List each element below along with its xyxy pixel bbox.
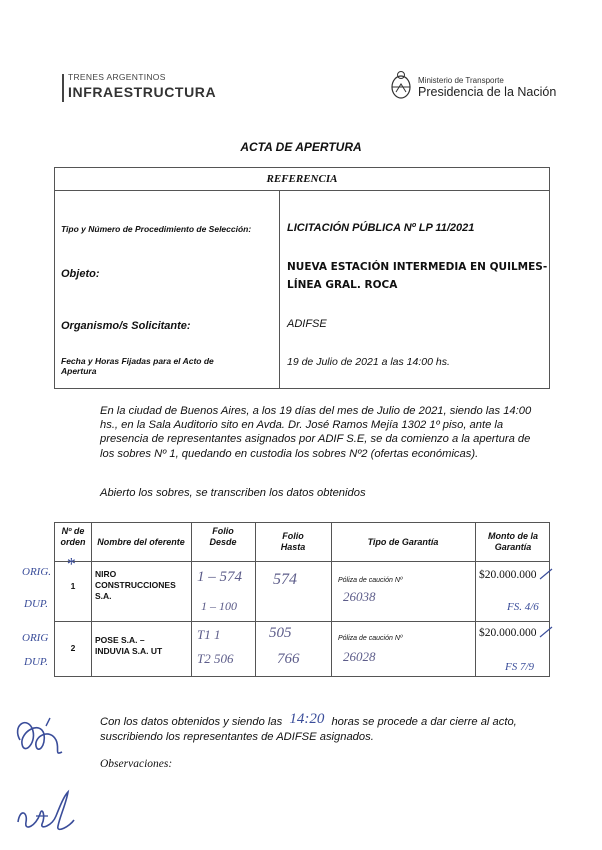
reference-heading: REFERENCIA [266, 173, 338, 185]
logo-bar [62, 74, 64, 102]
bidder-line: NIRO [95, 569, 117, 579]
signature-2 [12, 786, 92, 836]
intro-paragraph [100, 404, 550, 461]
ministry-name: Ministerio de Transporte [418, 76, 504, 85]
divider [279, 190, 280, 388]
date-label-line2: Apertura [61, 366, 97, 376]
row2-folio-to-hand: 505 [269, 625, 292, 641]
margin-note-row1-dup: DUP. [24, 598, 48, 610]
header-text: Monto de la [488, 531, 538, 541]
signature-1 [10, 706, 72, 766]
object-value-line1: NUEVA ESTACIÓN INTERMEDIA EN QUILMES- [287, 261, 548, 273]
header-guarantee: Tipo de Garantía [367, 537, 439, 547]
check-mark-icon [539, 567, 553, 581]
row2-bidder [95, 635, 162, 657]
bidder-line: S.A. [95, 591, 112, 601]
intro-line: los sobres Nº 1, quedando en custodia los sobres Nº2 (ofertas económicas). [100, 447, 479, 460]
row1-amount: $20.000.000 [479, 569, 537, 581]
header-text: Folio [282, 531, 304, 541]
object-label: Objeto: [61, 268, 100, 280]
bidder-line: CONSTRUCCIONES [95, 580, 176, 590]
header-text: Folio [212, 526, 234, 536]
bidder-line: POSE S.A. – [95, 635, 145, 645]
requester-value: ADIFSE [287, 318, 327, 330]
header-amount [475, 531, 551, 553]
row1-note-hand: FS. 4/6 [507, 601, 539, 613]
row2-guarantee-type: Póliza de caución Nº [338, 635, 403, 642]
header-bidder: Nombre del oferente [97, 537, 185, 547]
requester-label: Organismo/s Solicitante: [61, 320, 191, 332]
offers-table [54, 522, 550, 677]
observations-label: Observaciones: [100, 758, 173, 770]
header-text: orden [60, 537, 86, 547]
header-text: Desde [209, 537, 237, 547]
closing-text: Con los datos obtenidos y siendo las [100, 716, 283, 728]
row1-folio-from-hand-2: 1 – 100 [201, 599, 237, 613]
header-folio-from [191, 526, 255, 548]
row1-order: 1 [70, 581, 76, 591]
row2-note-hand: FS 7/9 [505, 661, 535, 673]
date-label-line1: Fecha y Horas Fijadas para el Acto de [61, 356, 214, 366]
row1-guarantee-type: Póliza de caución Nº [338, 577, 403, 584]
row1-folio-to-hand: 574 [273, 571, 297, 588]
margin-note-row2-dup: DUP. [24, 656, 48, 668]
row2-folio-from-hand-2: T2 506 [197, 651, 234, 666]
row2-folio-from-hand: T1 1 [197, 627, 221, 642]
row2-amount: $20.000.000 [479, 627, 537, 639]
row2-folio-to-hand-2: 766 [277, 651, 300, 667]
closing-text: horas se procede a dar cierre al acto, [331, 716, 517, 728]
org-name: TRENES ARGENTINOS [68, 72, 166, 82]
presidency-name: Presidencia de la Nación [418, 85, 557, 99]
document-title: ACTA DE APERTURA [240, 140, 362, 154]
header-folio-to [255, 531, 331, 553]
opened-text: Abierto los sobres, se transcriben los datos obtenidos [100, 487, 366, 499]
procedure-value: LICITACIÓN PÚBLICA Nº LP 11/2021 [287, 222, 475, 234]
row2-policy-hand: 26028 [343, 649, 376, 664]
reference-box [54, 167, 550, 389]
object-value-line2: LÍNEA GRAL. ROCA [287, 279, 398, 291]
date-value: 19 de Julio de 2021 a las 14:00 hs. [287, 356, 450, 368]
intro-line: En la ciudad de Buenos Aires, a los 19 días del mes de Julio de 2021, siendo las 14:00 [100, 405, 532, 417]
procedure-label: Tipo y Número de Procedimiento de Selección: [61, 224, 252, 234]
closing-line2: suscribiendo los representantes de ADIFSE asignados. [100, 731, 374, 743]
intro-line: hs., en la Sala Auditorio sito en Avda. Dr. José Ramos Mejía 1302 1º piso, ante la [100, 419, 504, 432]
header-text: Garantía [494, 542, 532, 552]
bidder-line: INDUVIA S.A. UT [95, 646, 163, 656]
header-order [55, 526, 91, 548]
closing-line1 [100, 711, 560, 729]
dept-name: INFRAESTRUCTURA [68, 84, 217, 100]
header-text: Nº de [61, 526, 85, 536]
intro-line: presencia de representantes asignados por ADIF S.E, se da comienzo a la apertura de [100, 433, 531, 446]
row1-policy-hand: 26038 [343, 589, 376, 604]
row1-bidder [95, 569, 176, 602]
margin-note-row1-orig: ORIG. [22, 566, 52, 578]
check-mark-icon [539, 625, 553, 639]
divider [55, 190, 549, 191]
header-text: Hasta [280, 542, 306, 552]
row1-folio-from-hand: 1 – 574 [197, 569, 242, 585]
closing-time-hand: 14:20 [289, 711, 325, 727]
asterisk-mark: * [66, 554, 75, 574]
coat-of-arms-icon [388, 70, 414, 100]
margin-note-row2-orig: ORIG [22, 632, 49, 644]
row2-order: 2 [70, 643, 76, 653]
